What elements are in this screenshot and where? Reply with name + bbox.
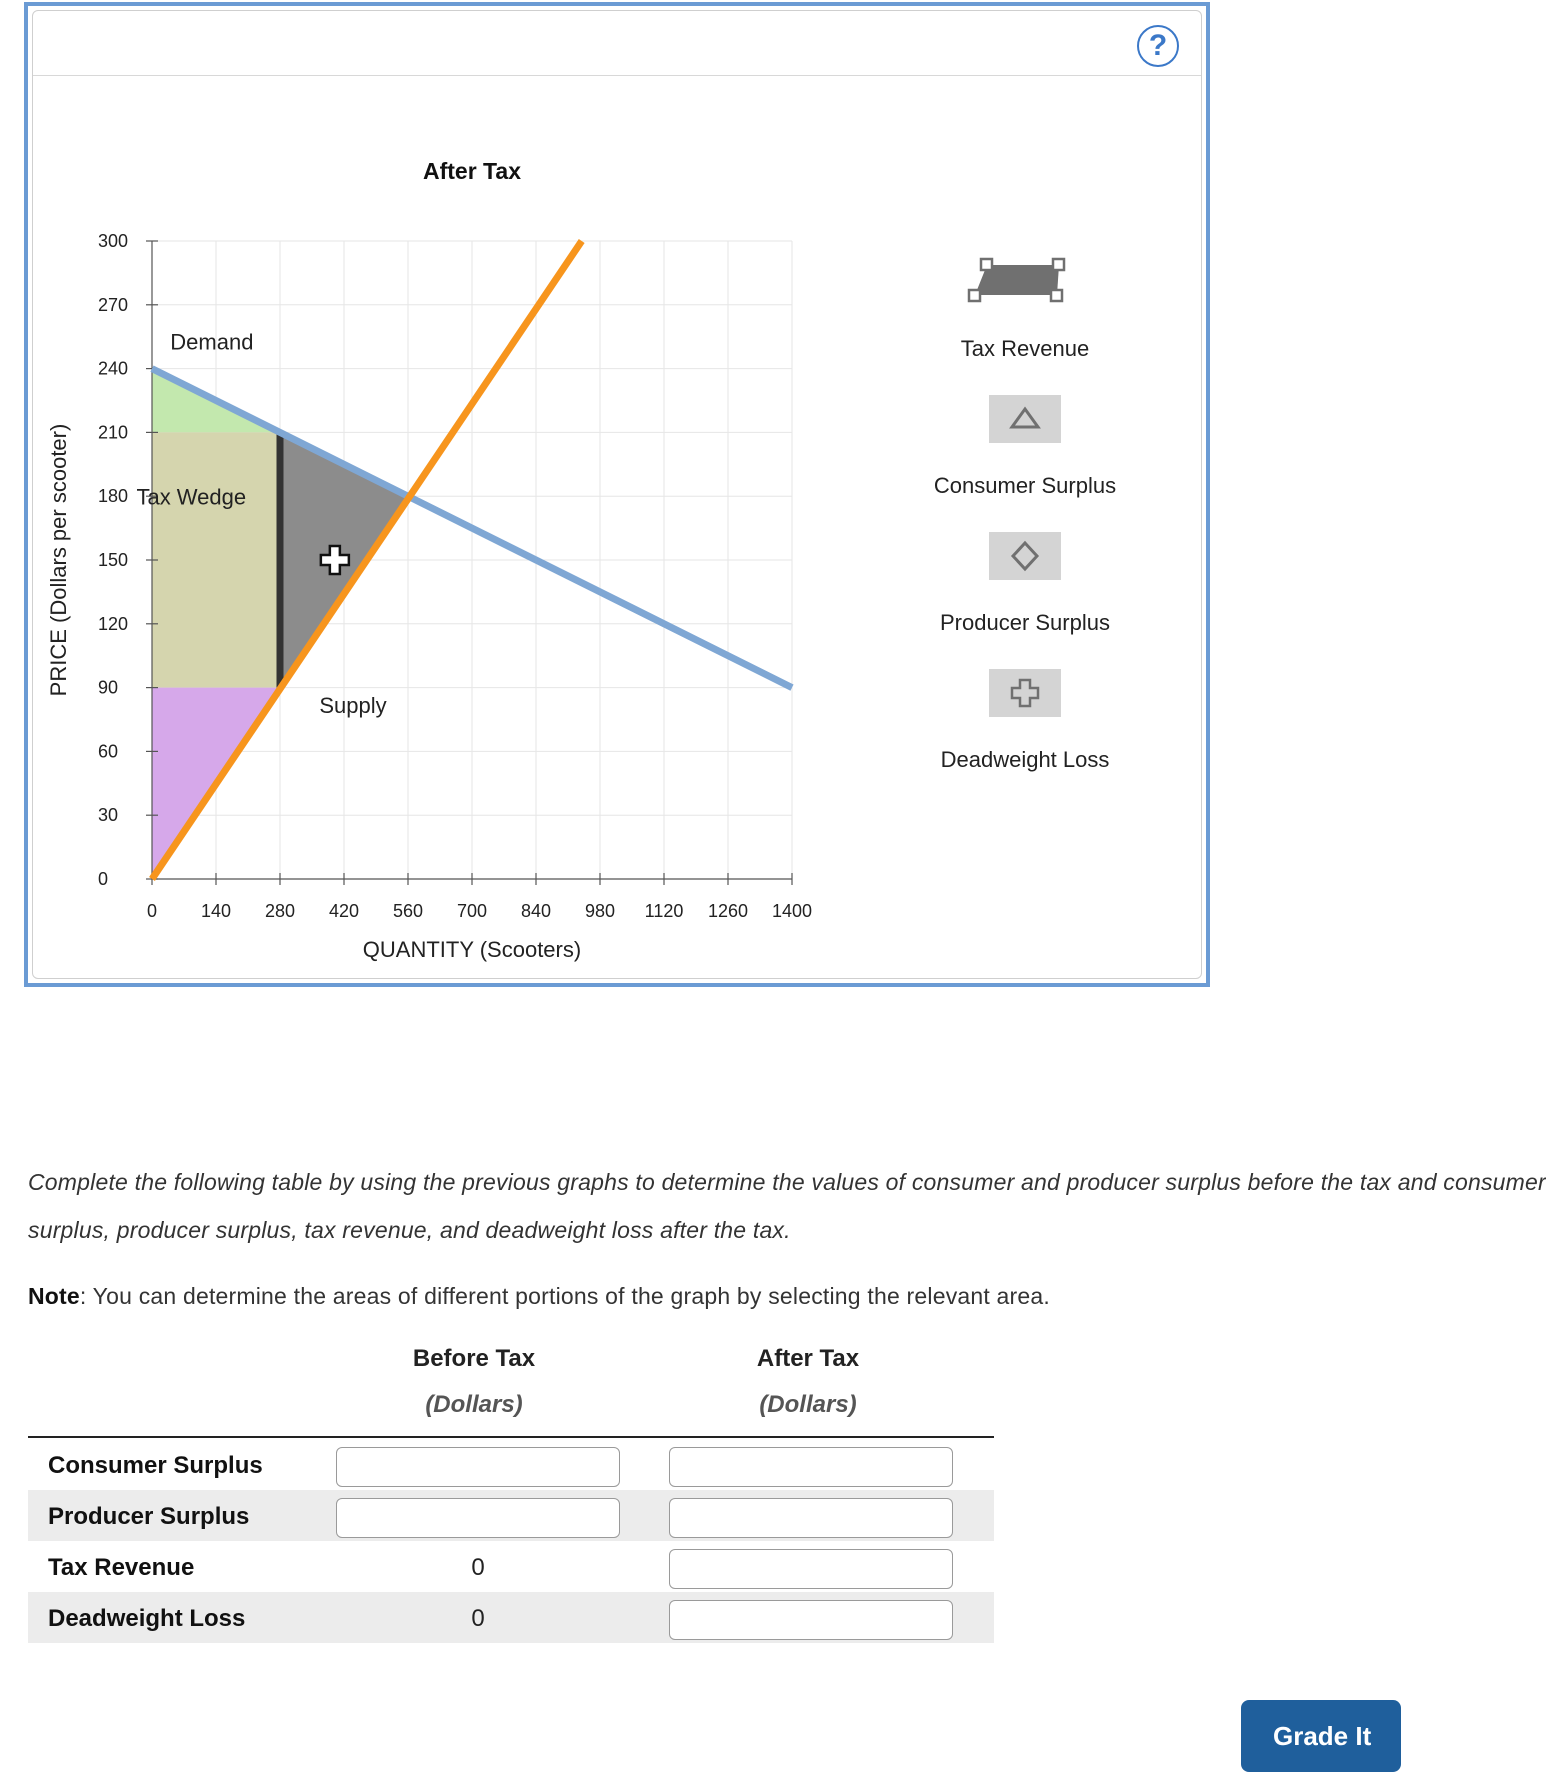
column-header-after-tax [688,1345,928,1419]
diamond-icon-shape [1013,543,1037,569]
instructions-line-1: Complete the following table by using the previous graphs to determine the values of consumer and producer surplus before the tax and consumer [28,1169,1546,1195]
palette-label-tax-revenue: Tax Revenue [960,336,1090,361]
cross-icon [989,669,1061,717]
x-tick-label: 1260 [707,901,749,921]
deadweight-loss-before-value: 0 [471,1605,485,1632]
note [28,1283,1050,1310]
y-tick-label: 210 [98,422,129,443]
region-tax-revenue[interactable] [152,432,280,687]
tax-wedge-label: Tax Wedge [136,484,247,510]
palette-label-consumer-surplus: Consumer Surplus [933,473,1117,498]
x-tick-label: 980 [584,901,616,921]
tax-revenue-after-input[interactable] [669,1549,953,1589]
demand-label: Demand [170,329,254,355]
x-tick-label: 560 [392,901,424,921]
x-tick-label: 280 [264,901,296,921]
row-label: Producer Surplus [48,1503,250,1530]
palette-label-producer-surplus: Producer Surplus [940,610,1110,635]
tax-revenue-before-value: 0 [471,1554,485,1581]
deadweight-loss-after-input[interactable] [669,1600,953,1640]
x-tick-label: 420 [328,901,360,921]
grade-it-button[interactable]: Grade It [1241,1700,1401,1772]
y-tick-label: 300 [98,231,129,251]
diamond-icon [989,532,1061,580]
y-tick-label: 270 [98,294,129,315]
row-label: Deadweight Loss [48,1605,246,1632]
triangle-icon-shape [1012,409,1038,427]
column-unit: (Dollars) [425,1391,523,1418]
help-icon[interactable]: ? [1137,25,1179,67]
column-title: After Tax [756,1345,860,1372]
column-unit: (Dollars) [759,1391,857,1418]
y-axis-title: PRICE (Dollars per scooter) [46,423,71,697]
row-label: Consumer Surplus [48,1452,263,1479]
column-header-before-tax [354,1345,594,1419]
instructions-line-2: surplus, producer surplus, tax revenue, and deadweight loss after the tax. [28,1217,791,1243]
y-tick-label: 180 [98,486,129,507]
producer-surplus-before-input[interactable] [336,1498,620,1538]
trapezoid-icon-handle [969,290,980,301]
x-tick-label: 140 [200,901,232,921]
supply-label: Supply [319,693,387,719]
table-header-rule [28,1436,994,1438]
consumer-surplus-tool[interactable] [989,395,1061,443]
table-row-consumer-surplus [28,1439,994,1490]
y-tick-label: 120 [98,613,129,634]
y-tick-label: 90 [98,677,119,698]
y-tick-label: 0 [98,869,109,889]
x-tick-label: 700 [456,901,488,921]
trapezoid-icon-handle [1053,259,1064,270]
instructions [28,1158,1546,1254]
graph-frame [32,10,1202,979]
x-tick-label: 1120 [644,901,684,921]
table-row-deadweight-loss [28,1592,994,1643]
producer-surplus-after-input[interactable] [669,1498,953,1538]
y-tick-label: 150 [98,550,129,570]
x-axis-title: QUANTITY (Scooters) [362,937,582,962]
note-text: : You can determine the areas of different portions of the graph by selecting the relevant area. [79,1283,1050,1309]
consumer-surplus-before-input[interactable] [336,1447,620,1487]
x-tick-label: 0 [146,901,158,921]
table-row-tax-revenue [28,1541,994,1592]
cross-icon-shape [1012,680,1038,706]
y-tick-label: 60 [98,741,119,762]
palette-label-deadweight-loss: Deadweight Loss [940,747,1110,772]
consumer-surplus-after-input[interactable] [669,1447,953,1487]
graph-panel [24,2,1210,987]
trapezoid-icon[interactable] [969,255,1069,307]
table-row-producer-surplus [28,1490,994,1541]
producer-surplus-tool[interactable] [989,532,1061,580]
column-title: Before Tax [412,1345,536,1372]
chart-title: After Tax [423,158,521,184]
triangle-icon [989,395,1061,443]
y-tick-label: 30 [98,805,119,826]
trapezoid-icon-handle [1051,290,1062,301]
note-label: Note [28,1283,80,1309]
x-tick-label: 1400 [771,901,813,921]
y-tick-label: 240 [98,358,129,379]
deadweight-loss-tool[interactable] [989,669,1061,717]
row-label: Tax Revenue [48,1554,195,1581]
trapezoid-icon-handle [981,259,992,270]
x-tick-label: 840 [520,901,552,921]
